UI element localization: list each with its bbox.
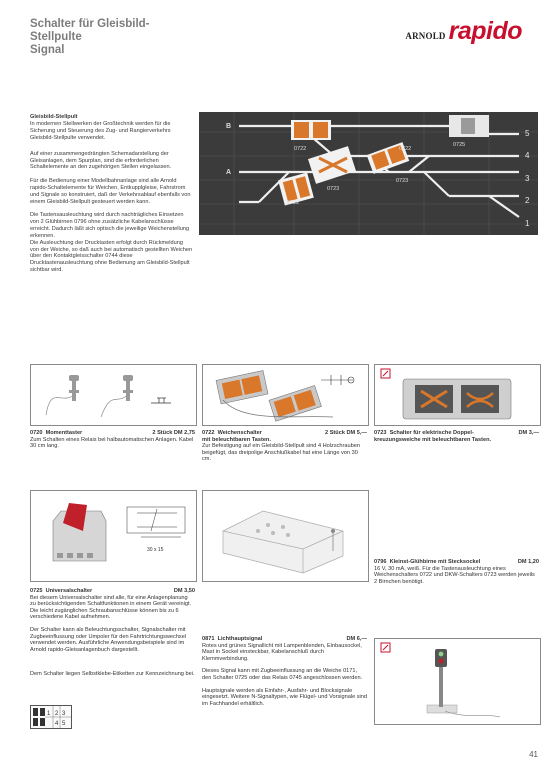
caption-0723	[374, 430, 539, 443]
intro-text	[30, 114, 193, 281]
lichthauptsignal-image	[375, 639, 540, 724]
product-price: 2 Stück DM 2,75	[152, 430, 195, 436]
label-number: 5	[62, 721, 66, 727]
track-diagram	[199, 112, 538, 235]
product-description: Hauptsignale werden als Einfahr-, Ausfahr- und Blocksignale eingesetzt. Weitere N-Signaltypen, wie Flügel- und Vorsignale sind im Fachhandel erhältlich.	[202, 687, 368, 707]
product-number: 0722	[202, 430, 215, 436]
part-label: 0723	[327, 186, 340, 192]
page-number: 41	[529, 750, 538, 759]
title-line-1: Schalter für Gleisbild-	[30, 18, 150, 30]
product-description: Bei diesem Universalschalter sind alle, für eine Anlagenplanung zu berücksichtigenden Schaltfunktionen in einem Gerät vereinigt. Die leicht zugänglichen Schraubanschlüsse können bis zu 6 verschiedene Kabel aufnehmen.	[30, 594, 192, 621]
part-label: 0725	[453, 142, 466, 148]
title-line-3: Signal	[30, 44, 65, 56]
label-number: 1	[47, 711, 51, 717]
intro-paragraph: Auf einer zusammengedrängten Schemadarstellung der Gleisanlagen, dem Spurplan, sind die erforderlichen Schaltelemente an den zugehörigen Stellen eingelassen.	[30, 150, 172, 171]
label-number: 2	[55, 711, 59, 717]
product-number: 0796	[374, 559, 387, 565]
track-letter-b: B	[226, 123, 232, 130]
caption-0871	[202, 636, 367, 707]
product-description: Dem Schalter liegen Selbstklebe-Etiketten zur Kennzeichnung bei.	[30, 671, 195, 678]
photo-0725	[30, 490, 197, 582]
track-number: 3	[525, 174, 530, 183]
product-price: DM 1,20	[517, 559, 539, 565]
product-description: Zum Schalten eines Relais bei halbautomatischen Anlagen. Kabel 30 cm lang.	[30, 436, 194, 450]
product-name-line-2: kreuzungsweiche mit beleuchtbaren Tasten.	[374, 436, 492, 443]
part-label: 0723	[396, 178, 409, 184]
photo-0871	[374, 638, 541, 725]
label-number: 4	[55, 721, 59, 727]
photo-0871-box	[202, 490, 369, 582]
intro-heading: Gleisbild-Stellpult	[30, 114, 78, 120]
signal-package-image	[203, 491, 368, 581]
part-label: 0722	[294, 146, 307, 152]
brand-name: rapido	[448, 17, 522, 45]
product-name: Kleinst-Glühbirne mit Stecksockel	[389, 559, 481, 565]
doppelkreuzung-schalter-image	[375, 365, 540, 425]
universalschalter-image	[31, 491, 196, 581]
photo-0723	[374, 364, 541, 426]
product-description: Zur Befestigung auf ein Gleisbild-Stellpult sind 4 Holzschrauben beigefügt, das dreipolige Anschlußkabel hat eine Länge von 30 cm.	[202, 443, 360, 463]
doppelkreuzung-switch	[308, 146, 356, 184]
product-number: 0723	[374, 430, 387, 436]
caption-0796	[374, 559, 539, 585]
photo-0720	[30, 364, 197, 426]
product-price: 2 Stück DM 5,—	[325, 430, 367, 436]
product-description: Rotes und grünes Signallicht mit Lampenblenden, Einbausockel, Mast in Sockel einsteckbar, Kabelanschluß durch Klemmverbindung.	[202, 642, 362, 662]
product-name: Weichenschalter	[217, 430, 262, 436]
intro-paragraph: Für die Bedienung einer Modellbahnanlage sind alle Arnold rapido-Schaltelemente für Weichen, Entkupplgleise, Fahrstrom und Signale so konstruiert, daß der Verkehrsablauf ebenfalls von einem Gleisbild-Stellpult gesteuert werden kann.	[30, 177, 191, 205]
product-description: Dieses Signal kann mit Zugbeeinflussung an die Weiche 0171, den Schalter 0725 oder das Relais 0745 angeschlossen werden.	[202, 668, 363, 681]
track-letter-a: A	[226, 169, 232, 176]
etiketten-image	[30, 705, 72, 729]
product-name-line-2: mit beleuchtbaren Tasten.	[202, 436, 271, 443]
product-price: DM 6,—	[346, 636, 367, 642]
product-number: 0720	[30, 430, 43, 436]
photo-0722	[202, 364, 369, 426]
momenttaster-image	[31, 365, 196, 425]
product-name: Universalschalter	[45, 588, 93, 594]
track-number: 4	[525, 151, 530, 160]
dimension-label: 30 x 15	[147, 547, 164, 553]
track-number: 1	[525, 219, 530, 228]
part-label: 0722	[287, 200, 300, 206]
track-number: 5	[525, 129, 530, 138]
page-title	[30, 18, 150, 57]
product-number: 0871	[202, 636, 215, 642]
product-description: Der Schalter kann als Beleuchtungsschalter, Signalschalter mit Zugbeeinflussung oder Umpoler für den Fahrtrichtungswechsel verwendet werden. Ausführliche Anwendungsbeispiele sind im Arnold rapido-Gleisanlagenbuch dargestellt.	[30, 626, 187, 653]
brand-logo	[405, 17, 522, 45]
universalschalter-panel	[449, 115, 489, 137]
caption-0725	[30, 588, 195, 678]
track-panel-photo	[199, 112, 538, 235]
track-number: 2	[525, 196, 530, 205]
weichenschalter-top	[291, 120, 331, 140]
product-name: Schalter für elektrische Doppel-	[389, 430, 474, 436]
product-number: 0725	[30, 588, 43, 594]
weichenschalter-image	[203, 365, 368, 425]
caption-0720	[30, 430, 195, 450]
label-sheet-illustration	[31, 706, 71, 728]
product-description: 16 V, 30 mA, weiß. Für die Tastenausleuchtung eines Weichenschalters 0722 und DKW-Schalters 0723 werden jeweils 2 Birnchen benötigt.	[374, 565, 535, 585]
title-line-2: Stellpulte	[30, 31, 82, 43]
brand-prefix: ARNOLD	[405, 31, 446, 41]
caption-0722	[202, 430, 367, 463]
product-price: DM 3,—	[518, 430, 539, 436]
intro-paragraph: In modernen Stellwerken der Großtechnik werden für die Sicherung und Steuerung des Zug- und Rangierverkehrs Gleisbild-Stellpulte verwendet.	[30, 120, 171, 141]
part-label: 0722	[399, 146, 412, 152]
intro-paragraph: Die Tastensausleuchtung wird durch nachträgliches Einsetzen von 2 Glühbirnen 0796 ohne zusätzliche Kabelanschlüsse erreicht. Dadurch läßt sich optisch die jeweilige Weichenstellung erkennen. Die Ausleuchtung der Drucktasten erfolgt durch Rückmeldung von der Weiche, so daß auch bei automatisch gestellten Weichen über den Kontaktgleisschalter 0744 diese Drucktastenausleuchtung ohne Bedienung am Gleisbild-Stellpult sichtbar wird.	[30, 211, 193, 274]
product-name: Momenttaster	[45, 430, 83, 436]
product-name: Lichthauptsignal	[217, 636, 263, 642]
product-price: DM 3,50	[173, 588, 195, 594]
label-number: 3	[62, 711, 66, 717]
